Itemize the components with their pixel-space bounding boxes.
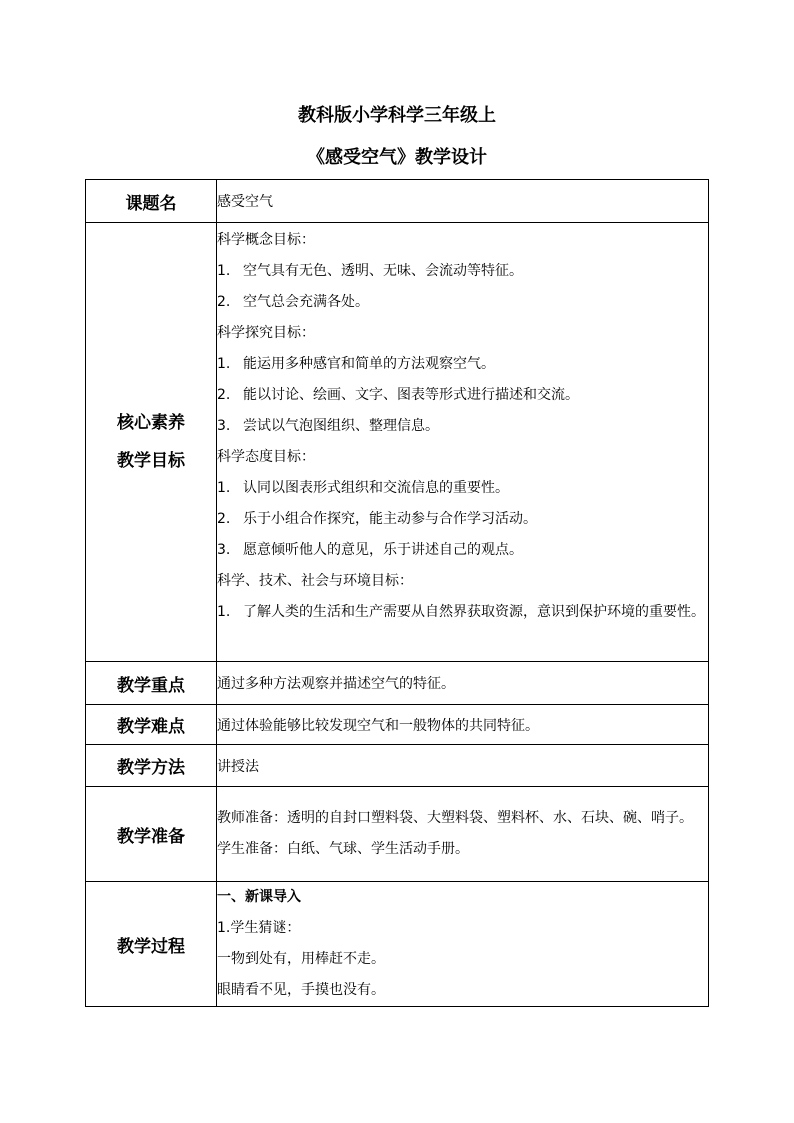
- list-item-text: 认同以图表形式组织和交流信息的重要性。: [243, 480, 509, 496]
- difficulties-value: 通过体验能够比较发现空气和一般物体的共同特征。: [217, 705, 709, 745]
- method-value: 讲授法: [217, 745, 709, 787]
- document-title: 教科版小学科学三年级上: [298, 105, 496, 126]
- goal-group-heading: 科学态度目标：: [217, 449, 315, 465]
- list-item-text: 愿意倾听他人的意见，乐于讲述自己的观点。: [243, 542, 523, 558]
- table-row-method: [86, 745, 709, 787]
- goals-content: [217, 223, 709, 662]
- method-label: 教学方法: [86, 745, 217, 787]
- process-content: [217, 882, 709, 1007]
- table-row-topic: [86, 180, 709, 223]
- goals-label: [86, 223, 217, 662]
- list-item: [217, 256, 708, 287]
- list-item-text: 空气具有无色、透明、无味、会流动等特征。: [243, 263, 523, 279]
- teacher-preparation: 教师准备：透明的自封口塑料袋、大塑料袋、塑料杯、水、石块、碗、哨子。: [217, 810, 693, 826]
- list-item: [217, 504, 708, 535]
- table-row-preparation: [86, 787, 709, 882]
- list-item-text: 了解人类的生活和生产需要从自然界获取资源，意识到保护环境的重要性。: [243, 604, 705, 620]
- list-item: [217, 287, 708, 318]
- list-item: [217, 473, 708, 504]
- process-label: 教学过程: [86, 882, 217, 1007]
- difficulties-label: 教学难点: [86, 705, 217, 745]
- list-item: [217, 411, 708, 442]
- list-item: [217, 349, 708, 380]
- list-item-text: 空气总会充满各处。: [243, 294, 369, 310]
- riddle-line: 一物到处有，用棒赶不走。: [217, 951, 385, 967]
- list-item-number: 2.: [217, 294, 231, 310]
- key-points-label: 教学重点: [86, 662, 217, 705]
- process-step: 1.学生猜谜：: [217, 920, 301, 936]
- process-section-heading: 一、新课导入: [217, 889, 301, 905]
- goal-group-heading: 科学概念目标：: [217, 232, 315, 248]
- key-points-value: 通过多种方法观察并描述空气的特征。: [217, 662, 709, 705]
- list-item-number: 3.: [217, 542, 231, 558]
- lesson-plan-table: [85, 179, 709, 1007]
- goal-group-heading: 科学、技术、社会与环境目标：: [217, 573, 413, 589]
- list-item: [217, 535, 708, 566]
- list-item-text: 能以讨论、绘画、文字、图表等形式进行描述和交流。: [243, 387, 579, 403]
- list-item-number: 1.: [217, 480, 231, 496]
- list-item: [217, 380, 708, 411]
- topic-label: 课题名: [86, 180, 217, 223]
- list-item-number: 1.: [217, 356, 231, 372]
- student-preparation: 学生准备：白纸、气球、学生活动手册。: [217, 841, 469, 857]
- list-item-number: 1.: [217, 604, 231, 620]
- table-row-difficulties: [86, 705, 709, 745]
- goals-label-line2: 教学目标: [117, 451, 185, 471]
- table-row-goals: [86, 223, 709, 662]
- preparation-label: 教学准备: [86, 787, 217, 882]
- list-item-text: 尝试以气泡图组织、整理信息。: [243, 418, 439, 434]
- riddle-line: 眼睛看不见，手摸也没有。: [217, 982, 385, 998]
- list-item-text: 能运用多种感官和简单的方法观察空气。: [243, 356, 495, 372]
- list-item-number: 2.: [217, 511, 231, 527]
- goals-label-line1: 核心素养: [117, 413, 185, 433]
- table-row-key-points: [86, 662, 709, 705]
- list-item-text: 乐于小组合作探究，能主动参与合作学习活动。: [243, 511, 537, 527]
- document-subtitle: 《感受空气》教学设计: [307, 147, 487, 168]
- list-item-number: 2.: [217, 387, 231, 403]
- list-item: [217, 597, 708, 628]
- topic-value: 感受空气: [217, 180, 709, 223]
- table-row-process: [86, 882, 709, 1007]
- goal-group-heading: 科学探究目标：: [217, 325, 315, 341]
- list-item-number: 1.: [217, 263, 231, 279]
- preparation-content: [217, 787, 709, 882]
- list-item-number: 3.: [217, 418, 231, 434]
